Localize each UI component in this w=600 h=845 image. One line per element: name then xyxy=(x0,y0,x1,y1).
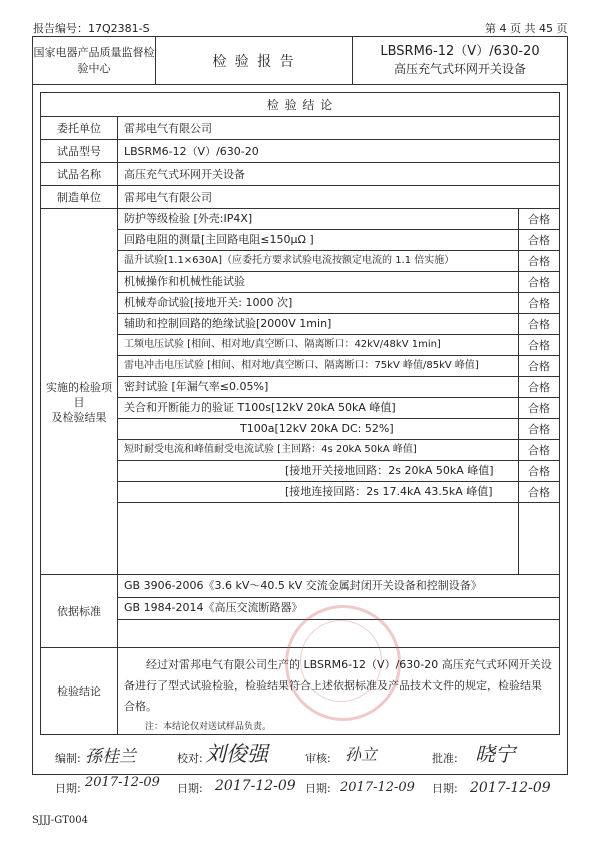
date-label-prepared: 日期: xyxy=(55,782,81,795)
test-result: 合格 xyxy=(528,213,550,226)
issuing-org: 国家电器产品质量监督检验中心 xyxy=(33,45,155,75)
test-result: 合格 xyxy=(528,381,550,394)
page-info: 第 4 页 共 45 页 xyxy=(485,22,568,35)
test-item: T100a[12kV 20kA DC: 52%] xyxy=(240,422,394,435)
prepared-label: 编制: xyxy=(55,752,81,765)
conclusion-label: 检验结论 xyxy=(57,685,101,698)
test-item: 工频电压试验 [相间、相对地/真空断口、隔离断口：42kV/48kV 1min] xyxy=(124,339,441,350)
tests-label xyxy=(41,380,117,425)
proofread-signature: 刘俊强 xyxy=(205,742,268,766)
form-code: SJJJ-GT004 xyxy=(32,815,89,826)
product-name-header: 高压充气式环网开关设备 xyxy=(393,62,526,76)
date-prepared: 2017-12-09 xyxy=(85,775,160,790)
approve-label: 批准: xyxy=(432,752,458,765)
test-result: 合格 xyxy=(528,276,550,289)
info-label-model: 试品型号 xyxy=(57,145,101,158)
standard-item: GB 1984-2014《高压交流断路器》 xyxy=(124,601,303,614)
section-title: 检 验 结 论 xyxy=(266,98,334,112)
date-label-approve: 日期: xyxy=(432,782,458,795)
review-label: 审核: xyxy=(305,752,331,765)
test-item: [接地连接回路：2s 17.4kA 43.5kA 峰值] xyxy=(285,485,493,498)
test-result: 合格 xyxy=(528,339,550,352)
info-label-client: 委托单位 xyxy=(57,122,101,135)
test-result: 合格 xyxy=(528,234,550,247)
conclusion-note: 注：本结论仅对送试样品负责。 xyxy=(145,722,272,732)
standards-label: 依据标准 xyxy=(57,605,101,618)
test-result: 合格 xyxy=(528,465,550,478)
test-item: 回路电阻的测量[主回路电阻≤150μΩ ] xyxy=(124,233,314,246)
test-item: 机械操作和机械性能试验 xyxy=(124,275,245,288)
date-label-proofread: 日期: xyxy=(177,782,203,795)
info-value-model: LBSRM6-12（V）/630-20 xyxy=(124,145,259,158)
test-result: 合格 xyxy=(528,444,550,457)
test-item: 雷电冲击电压试验 [相间、相对地/真空断口、隔离断口：75kV 峰值/85kV 峰值] xyxy=(124,360,479,371)
review-signature: 孙立 xyxy=(345,745,378,764)
prepared-signature: 孫桂兰 xyxy=(85,747,136,767)
product-model-header: LBSRM6-12（V）/630-20 xyxy=(380,44,540,59)
proofread-label: 校对: xyxy=(177,752,203,765)
tests-label-line2: 及检验结果 xyxy=(51,411,107,424)
report-number: 报告编号：17Q2381-S xyxy=(33,22,150,35)
conclusion-line-2: 备进行了型式试验检验，检验结果符合上述依据标准及产品技术文件的规定，检验结果 xyxy=(124,679,542,692)
test-result: 合格 xyxy=(528,486,550,499)
test-result: 合格 xyxy=(528,318,550,331)
test-result: 合格 xyxy=(528,297,550,310)
test-item: 密封试验 [年漏气率≤0.05%] xyxy=(124,380,269,393)
test-item: 辅助和控制回路的绝缘试验[2000V 1min] xyxy=(124,317,332,330)
test-item: 防护等级检验 [外壳:IP4X] xyxy=(124,212,253,225)
test-result: 合格 xyxy=(528,423,550,436)
standard-item: GB 3906-2006《3.6 kV～40.5 kV 交流金属封闭开关设备和控制设备》 xyxy=(124,579,482,592)
test-result: 合格 xyxy=(528,360,550,373)
test-item: 机械寿命试验[接地开关: 1000 次] xyxy=(124,296,293,309)
info-value-client: 雷邦电气有限公司 xyxy=(124,122,212,135)
tests-label-line1: 实施的检验项目 xyxy=(46,381,112,409)
test-result: 合格 xyxy=(528,402,550,415)
date-approve: 2017-12-09 xyxy=(470,780,551,796)
test-item: 关合和开断能力的验证 T100s[12kV 20kA 50kA 峰值] xyxy=(124,401,396,414)
info-value-manufacturer: 雷邦电气有限公司 xyxy=(124,191,212,204)
test-item: 温升试验[1.1×630A]（应委托方要求试验电流按额定电流的 1.1 倍实施） xyxy=(124,255,455,266)
date-review: 2017-12-09 xyxy=(340,780,415,795)
date-proofread: 2017-12-09 xyxy=(215,778,296,794)
conclusion-line-1: 经过对雷邦电气有限公司生产的 LBSRM6-12（V）/630-20 高压充气式环网开关设 xyxy=(146,658,552,671)
info-label-manufacturer: 制造单位 xyxy=(57,191,101,204)
approve-signature: 晓宁 xyxy=(475,742,515,766)
info-label-sample-name: 试品名称 xyxy=(57,168,101,181)
date-label-review: 日期: xyxy=(305,782,331,795)
test-item: 短时耐受电流和峰值耐受电流试验 [主回路：4s 20kA 50kA 峰值] xyxy=(124,444,417,455)
info-value-sample-name: 高压充气式环网开关设备 xyxy=(124,168,245,181)
test-item: [接地开关接地回路：2s 20kA 50kA 峰值] xyxy=(285,464,494,477)
conclusion-line-3: 合格。 xyxy=(124,700,157,713)
test-result: 合格 xyxy=(528,255,550,268)
document-title: 检 验 报 告 xyxy=(212,53,296,70)
